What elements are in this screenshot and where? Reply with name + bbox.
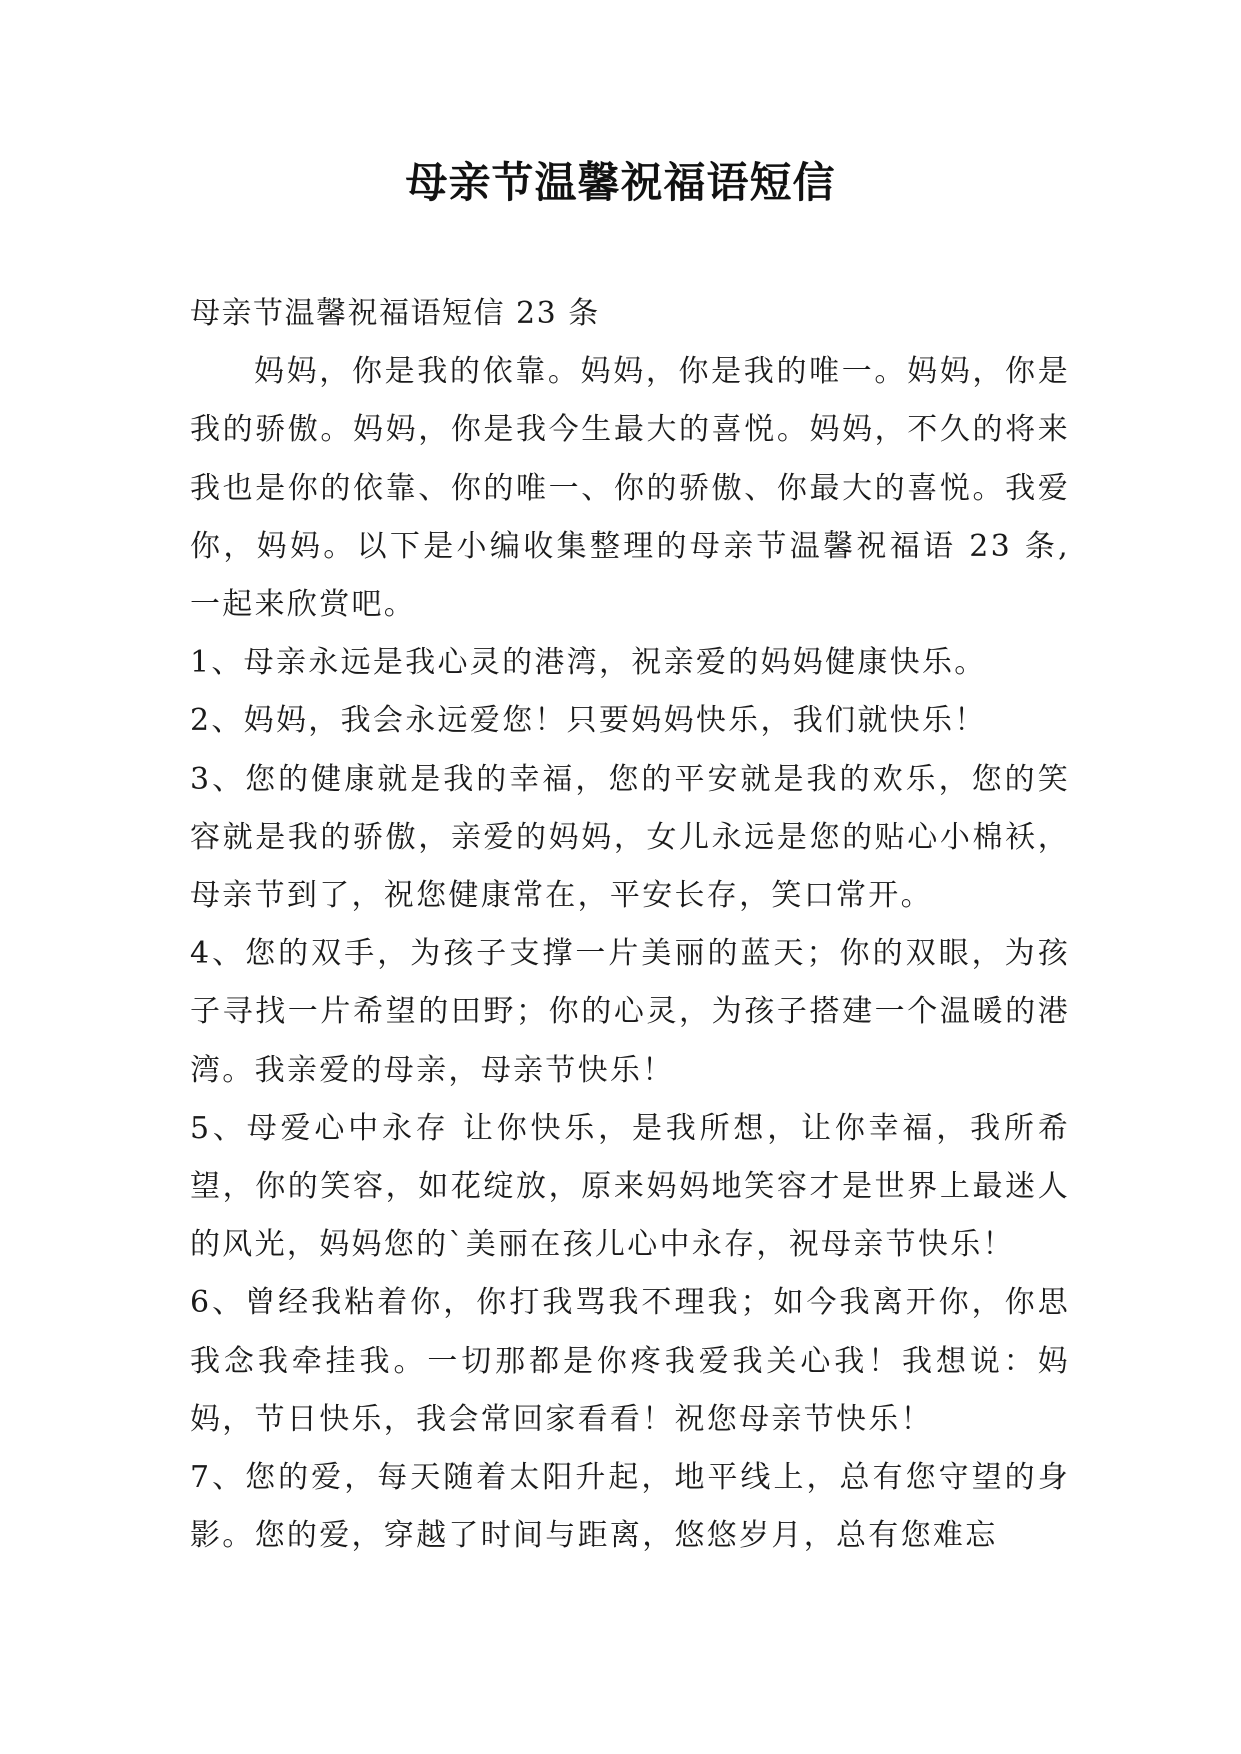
- document-body: [190, 285, 1070, 1565]
- list-item: 2、妈妈，我会永远爱您！只要妈妈快乐，我们就快乐！: [190, 703, 987, 739]
- list-item: 4、您的双手，为孩子支撑一片美丽的蓝天；你的双眼，为孩子寻找一片希望的田野；你的心灵，为孩子搭建一个温暖的港湾。我亲爱的母亲，母亲节快乐！: [190, 936, 1070, 1088]
- intro-paragraph: 妈妈，你是我的依靠。妈妈，你是我的唯一。妈妈，你是我的骄傲。妈妈，你是我今生最大的喜悦。妈妈，不久的将来我也是你的依靠、你的唯一、你的骄傲、你最大的喜悦。我爱你，妈妈。以下是小编收集整理的母亲节温馨祝福语 23 条,一起来欣赏吧。: [190, 354, 1070, 623]
- list-item: 5、母爱心中永存 让你快乐，是我所想，让你幸福，我所希望，你的笑容，如花绽放，原来妈妈地笑容才是世界上最迷人的风光，妈妈您的`美丽在孩儿心中永存，祝母亲节快乐！: [190, 1110, 1070, 1263]
- list-item: 1、母亲永远是我心灵的港湾，祝亲爱的妈妈健康快乐。: [190, 645, 987, 681]
- list-item: 3、您的健康就是我的幸福，您的平安就是我的欢乐，您的笑容就是我的骄傲，亲爱的妈妈，女儿永远是您的贴心小棉袄，母亲节到了，祝您健康常在，平安长存，笑口常开。: [190, 761, 1070, 914]
- list-item: 7、您的爱，每天随着太阳升起，地平线上，总有您守望的身影。您的爱，穿越了时间与距离，悠悠岁月，总有您难忘: [190, 1460, 1070, 1554]
- list-item: 6、曾经我粘着你，你打我骂我不理我；如今我离开你，你思我念我牵挂我。一切那都是你疼我爱我关心我！我想说：妈妈，节日快乐，我会常回家看看！祝您母亲节快乐！: [190, 1285, 1070, 1437]
- document-subtitle: 母亲节温馨祝福语短信 23 条: [190, 296, 600, 331]
- document-title: 母亲节温馨祝福语短信: [405, 158, 836, 207]
